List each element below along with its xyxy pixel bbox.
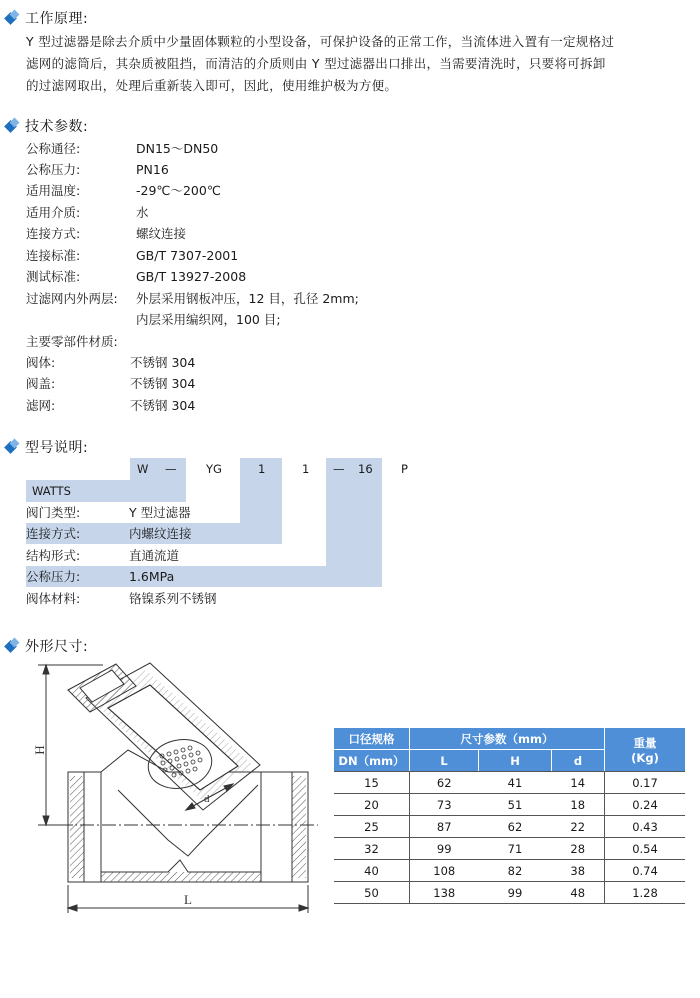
table-cell: 40 [334,860,410,882]
model-row [26,502,191,523]
model-code-part: 1 [302,462,310,476]
table-cell: 108 [410,860,479,882]
model-value: 直通流道 [129,548,180,563]
table-cell: 0.24 [605,794,686,816]
table-cell: 41 [479,772,552,794]
param-key: 公称压力: [26,162,81,177]
table-cell: 71 [479,838,552,860]
length-label: L [184,892,192,907]
table-cell: 0.43 [605,816,686,838]
material-key: 阀体: [26,355,56,370]
table-cell: 0.54 [605,838,686,860]
header-cell: H [479,750,552,772]
model-key: 阀门类型: [26,505,81,520]
param-key: 适用温度: [26,183,81,198]
section-dimensions-header [6,636,88,656]
diamond-bullet-icon [6,640,19,653]
header-cell: 口径规格 [334,728,410,750]
table-cell: 32 [334,838,410,860]
table-cell: 0.74 [605,860,686,882]
table-cell: 28 [552,838,605,860]
model-code-part: 1 [258,462,266,476]
model-row [26,566,174,587]
param-key: 公称通径: [26,141,81,156]
section-principle-header [6,8,88,28]
model-key: 结构形式: [26,548,81,563]
table-cell: 0.17 [605,772,686,794]
param-row [26,288,359,309]
param-row [26,159,169,180]
header-cell: L [410,750,479,772]
header-cell: d [552,750,605,772]
material-value: 不锈钢 304 [130,355,196,370]
diamond-bullet-icon [6,12,19,25]
param-value: 螺纹连接 [136,226,187,241]
param-row [26,266,246,287]
model-value: 1.6MPa [129,569,175,584]
principle-paragraph [26,31,666,97]
material-row [26,352,195,373]
param-value: PN16 [136,162,169,177]
model-row [26,523,192,544]
section-title: 工作原理: [25,11,89,27]
table-cell: 87 [410,816,479,838]
section-title: 型号说明: [25,440,89,456]
model-key: 连接方式: [26,526,81,541]
diameter-label: d [204,793,210,805]
model-value: 内螺纹连接 [129,526,192,541]
y-strainer-drawing [28,660,323,915]
section-model-header [6,437,88,457]
table-row [334,816,685,838]
table-cell: 99 [479,882,552,904]
table-cell: 25 [334,816,410,838]
table-row [334,882,685,904]
principle-line: 滤网的滤筒后，其杂质被阻挡，而清洁的介质则由 Y 型过滤器出口排出，当需要清洗时，只要将可拆卸 [26,56,606,71]
model-row [26,588,217,609]
table-cell: 62 [410,772,479,794]
param-value: 水 [136,205,149,220]
header-cell: DN（mm） [334,750,410,772]
table-cell: 18 [552,794,605,816]
table-cell: 62 [479,816,552,838]
table-cell: 73 [410,794,479,816]
model-code-part: P [401,462,408,476]
material-value: 不锈钢 304 [130,398,196,413]
param-key: 连接标准: [26,248,81,263]
table-cell: 15 [334,772,410,794]
param-value: GB/T 7307-2001 [136,248,239,263]
header-weight: 重量 [633,735,657,750]
principle-line: Y 型过滤器是除去介质中少量固体颗粒的小型设备，可保护设备的正常工作，当流体进入置有一定规格过 [26,34,615,49]
material-row [26,395,195,416]
param-row [26,223,186,244]
table-cell: 51 [479,794,552,816]
model-value: 铬镍系列不锈钢 [129,591,217,606]
param-key: 测试标准: [26,269,81,284]
param-value: 外层采用钢板冲压，12 目，孔径 2mm; [136,291,359,306]
table-row [334,794,685,816]
param-value: DN15～DN50 [136,141,219,156]
model-value: Y 型过滤器 [129,505,191,520]
model-row [26,545,179,566]
param-row [26,138,218,159]
section-title: 外形尺寸: [25,639,89,655]
table-header-row [334,728,685,750]
material-key: 阀盖: [26,376,56,391]
table-cell: 50 [334,882,410,904]
param-key: 适用介质: [26,205,81,220]
header-cell [605,728,686,772]
header-cell: 尺寸参数（mm） [410,728,605,750]
model-code-part: YG [206,462,222,476]
model-code-part: — [333,462,345,476]
table-cell: 99 [410,838,479,860]
param-value: 内层采用编织网，100 目; [136,312,281,327]
height-label: H [32,745,47,755]
table-row [334,838,685,860]
param-row [26,309,281,330]
dimensions-table [334,728,685,904]
param-value: -29℃～200℃ [136,183,221,198]
param-key: 过滤网内外两层: [26,291,118,306]
param-row [26,180,221,201]
table-cell: 38 [552,860,605,882]
section-title: 技术参数: [25,119,89,135]
model-code-part: — [165,462,177,476]
table-cell: 14 [552,772,605,794]
param-key: 连接方式: [26,226,81,241]
table-cell: 138 [410,882,479,904]
material-value: 不锈钢 304 [130,376,196,391]
table-cell: 20 [334,794,410,816]
table-cell: 82 [479,860,552,882]
model-key: WATTS [32,484,71,498]
model-key: 阀体材料: [26,591,81,606]
table-cell: 48 [552,882,605,904]
table-cell: 1.28 [605,882,686,904]
param-value: GB/T 13927-2008 [136,269,247,284]
material-key: 滤网: [26,398,56,413]
model-key: 公称压力: [26,569,81,584]
materials-title: 主要零部件材质: [26,334,118,349]
model-code-part: 16 [358,462,373,476]
table-row [334,772,685,794]
material-row [26,373,195,394]
section-params-header [6,116,88,136]
table-row [334,860,685,882]
header-weight-unit: (Kg) [631,750,659,765]
model-row-brand [32,481,71,502]
param-row [26,202,149,223]
principle-line: 的过滤网取出，处理后重新装入即可，因此，使用维护极为方便。 [26,78,398,93]
diamond-bullet-icon [6,441,19,454]
table-cell: 22 [552,816,605,838]
param-row [26,245,238,266]
diamond-bullet-icon [6,120,19,133]
model-code-part: W [137,462,149,476]
